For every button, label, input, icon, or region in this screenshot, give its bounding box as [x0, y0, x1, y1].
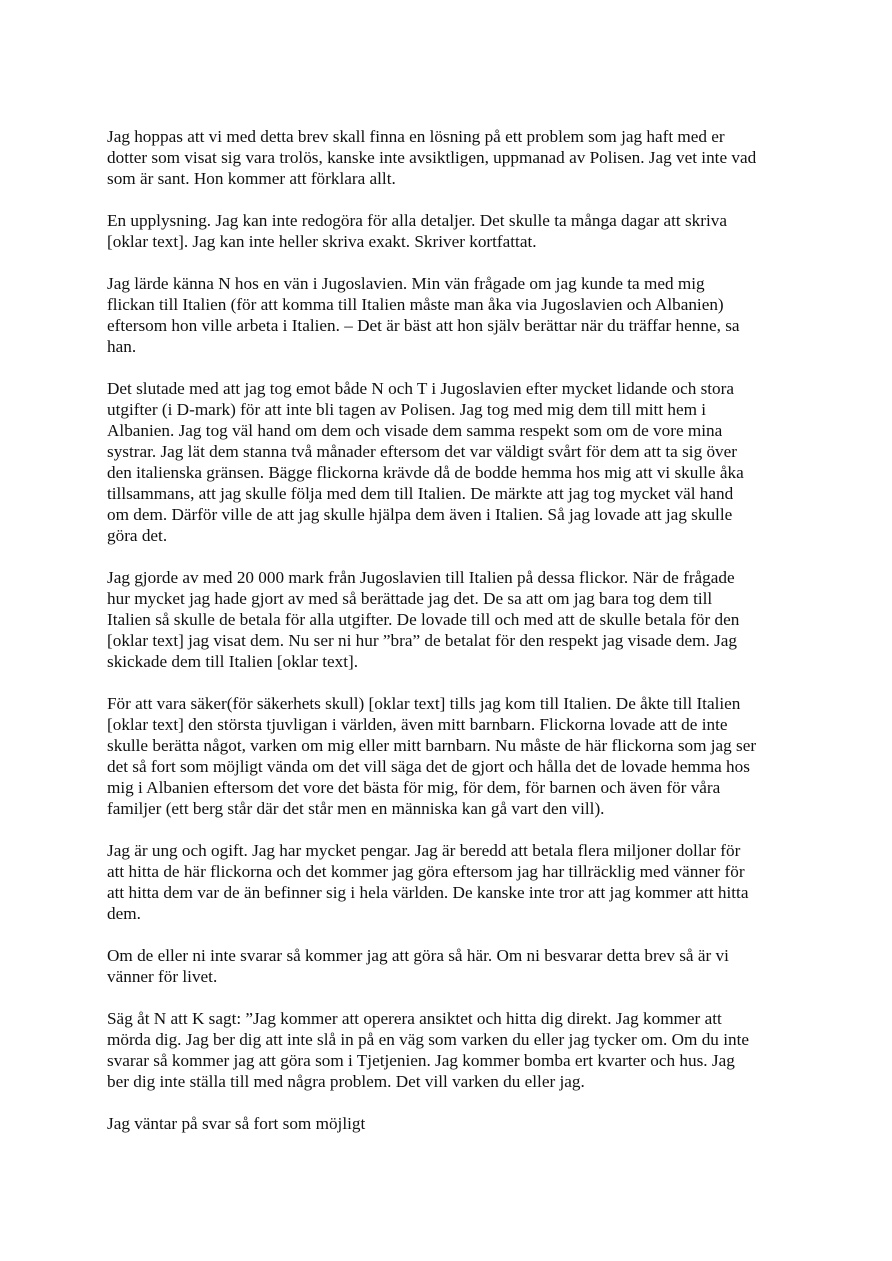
text-line: skulle berätta något, varken om mig eller mitt barnbarn. Nu måste de här flickorna som jag ser: [107, 736, 757, 755]
text-line: Albanien. Jag tog väl hand om dem och visade dem samma respekt som om de vore mina: [107, 421, 723, 440]
paragraph: [107, 126, 807, 189]
text-line: systrar. Jag lät dem stanna två månader eftersom det var väldigt svårt för dem att ta sig över: [107, 442, 738, 461]
paragraph: [107, 945, 807, 987]
text-line: mig i Albanien eftersom det vore det bästa för mig, för dem, för barnen och även för våra: [107, 778, 721, 797]
text-line: [oklar text] jag visat dem. Nu ser ni hur ”bra” de betalat för den respekt jag visade dem. Jag: [107, 631, 737, 650]
paragraph: [107, 840, 807, 924]
text-line: Jag gjorde av med 20 000 mark från Jugoslavien till Italien på dessa flickor. När de frågade: [107, 568, 735, 587]
text-line: familjer (ett berg står där det står men en människa kan gå vart den vill).: [107, 799, 605, 818]
text-line: skickade dem till Italien [oklar text].: [107, 652, 359, 671]
text-line: [oklar text]. Jag kan inte heller skriva exakt. Skriver kortfattat.: [107, 232, 537, 251]
text-line: utgifter (i D-mark) för att inte bli tagen av Polisen. Jag tog med mig dem till mitt hem i: [107, 400, 707, 419]
text-line: mörda dig. Jag ber dig att inte slå in på en väg som varken du eller jag tycker om. Om du inte: [107, 1030, 749, 1049]
paragraph: [107, 273, 807, 357]
text-line: svarar så kommer jag att göra som i Tjetjenien. Jag kommer bomba ert kvarter och hus. Jag: [107, 1051, 735, 1070]
text-line: Jag lärde känna N hos en vän i Jugoslavien. Min vän frågade om jag kunde ta med mig: [107, 274, 705, 293]
text-line: som är sant. Hon kommer att förklara allt.: [107, 169, 396, 188]
text-line: eftersom hon ville arbeta i Italien. – Det är bäst att hon själv berättar när du träffar henne, sa: [107, 316, 740, 335]
text-line: En upplysning. Jag kan inte redogöra för alla detaljer. Det skulle ta många dagar att skriva: [107, 211, 727, 230]
paragraph: [107, 1113, 807, 1134]
text-line: dem.: [107, 904, 141, 923]
text-line: Italien så skulle de betala för alla utgifter. De lovade till och med att de skulle betala för den: [107, 610, 740, 629]
text-line: ber dig inte ställa till med några problem. Det vill varken du eller jag.: [107, 1072, 585, 1091]
text-line: det så fort som möjligt vända om det vill säga det de gjort och hålla det de lovade hemma hos: [107, 757, 750, 776]
text-line: flickan till Italien (för att komma till Italien måste man åka via Jugoslavien och Albanien): [107, 295, 724, 314]
paragraph: [107, 1008, 807, 1092]
text-line: den italienska gränsen. Bägge flickorna krävde då de bodde hemma hos mig att vi skulle åka: [107, 463, 744, 482]
paragraph: [107, 567, 807, 672]
paragraph: [107, 210, 807, 252]
text-line: Säg åt N att K sagt: ”Jag kommer att operera ansiktet och hitta dig direkt. Jag kommer att: [107, 1009, 722, 1028]
text-line: Jag är ung och ogift. Jag har mycket pengar. Jag är beredd att betala flera miljoner dollar för: [107, 841, 741, 860]
text-line: Om de eller ni inte svarar så kommer jag att göra så här. Om ni besvarar detta brev så är vi: [107, 946, 729, 965]
text-line: vänner för livet.: [107, 967, 218, 986]
text-line: tillsammans, att jag skulle följa med dem till Italien. De märkte att jag tog mycket väl hand: [107, 484, 734, 503]
text-line: Det slutade med att jag tog emot både N och T i Jugoslavien efter mycket lidande och stora: [107, 379, 735, 398]
text-line: dotter som visat sig vara trolös, kanske inte avsiktligen, uppmanad av Polisen. Jag vet inte vad: [107, 148, 757, 167]
text-line: hur mycket jag hade gjort av med så berättade jag det. De sa att om jag bara tog dem till: [107, 589, 713, 608]
text-line: [oklar text] den största tjuvligan i världen, även mitt barnbarn. Flickorna lovade att de inte: [107, 715, 728, 734]
document-page: [107, 126, 807, 1155]
text-line: om dem. Därför ville de att jag skulle hjälpa dem även i Italien. Så jag lovade att jag skulle: [107, 505, 733, 524]
text-line: För att vara säker(för säkerhets skull) [oklar text] tills jag kom till Italien. De åkte till Italien: [107, 694, 741, 713]
text-line: Jag väntar på svar så fort som möjligt: [107, 1114, 366, 1133]
text-line: göra det.: [107, 526, 168, 545]
text-line: att hitta de här flickorna och det kommer jag göra eftersom jag har tillräcklig med vänner för: [107, 862, 745, 881]
text-line: Jag hoppas att vi med detta brev skall finna en lösning på ett problem som jag haft med er: [107, 127, 725, 146]
text-line: att hitta dem var de än befinner sig i hela världen. De kanske inte tror att jag kommer att hitta: [107, 883, 749, 902]
paragraph: [107, 378, 807, 546]
paragraph: [107, 693, 807, 819]
text-line: han.: [107, 337, 137, 356]
